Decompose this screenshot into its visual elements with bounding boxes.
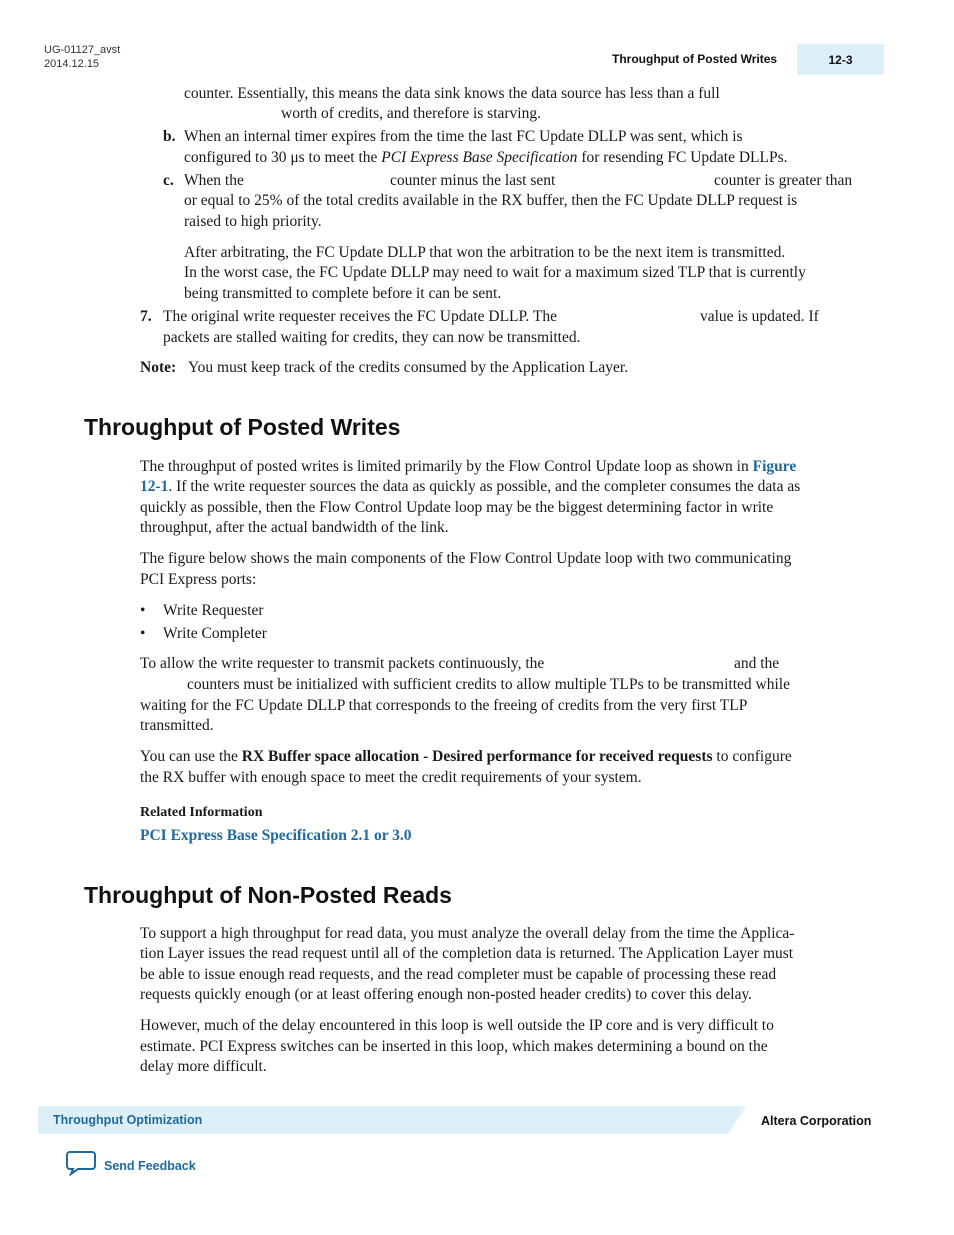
section-heading-posted-writes: Throughput of Posted Writes [84,414,401,440]
doc-id-text: UG-01127_avst [44,44,121,56]
posted-p3-line-3: waiting for the FC Update DLLP that corresponds to the freeing of credits from the very first TLP [140,697,748,714]
posted-p3-line-4: transmitted. [140,717,214,734]
item-b-line-1: When an internal timer expires from the time the last FC Update DLLP was sent, which is [184,128,743,145]
posted-p1-line-1 [140,456,796,477]
item-b-line-2 [184,147,788,168]
figure-link-number[interactable]: 12-1 [140,478,169,495]
reads-p1-line-3: be able to issue enough read requests, and the read completer must be capable of processing these read [140,966,777,983]
running-header-title: Throughput of Posted Writes [612,52,778,66]
item-b-text: configured to 30 μs to meet the [184,149,382,166]
item-c-line-3: raised to high priority. [184,213,322,230]
bullet-write-requester: Write Requester [163,602,264,619]
reads-p2-line-3: delay more difficult. [140,1058,267,1075]
rx-buffer-option-name: RX Buffer space allocation - Desired performance for received requests [241,748,713,765]
related-information-label: Related Information [140,805,263,820]
list-marker-7: 7. [140,308,152,325]
item-7-line-1a: The original write requester receives the FC Update DLLP. The [163,308,557,325]
section-heading-non-posted-reads: Throughput of Non-Posted Reads [84,882,452,908]
posted-p3-line-2: counters must be initialized with sufficient credits to allow multiple TLPs to be transmitted while [187,676,790,693]
item-c-line-1c: counter is greater than [714,172,853,189]
continued-line-2: worth of credits, and therefore is starving. [281,105,541,122]
posted-p1-text: The throughput of posted writes is limited primarily by the Flow Control Update loop as shown in [140,458,753,475]
footer-corporation: Altera Corporation [761,1114,872,1128]
list-marker-c: c. [163,172,174,189]
reads-p2-line-2: estimate. PCI Express switches can be inserted in this loop, which makes determining a bound on the [140,1038,768,1055]
list-marker-b: b. [163,128,176,145]
send-feedback-link[interactable] [66,1150,196,1181]
posted-p1-line-3: quickly as possible, then the Flow Control Update loop may be the biggest determining factor in write [140,499,774,516]
arbitration-line-2: In the worst case, the FC Update DLLP may need to wait for a maximum sized TLP that is currently [184,264,806,281]
posted-p4-text: You can use the [140,748,242,765]
footer-band [38,1106,746,1134]
posted-p3-line-1a: To allow the write requester to transmit packets continuously, the [140,655,545,672]
note-label: Note: [140,359,177,376]
spec-link[interactable]: PCI Express Base Specification 2.1 or 3.0 [140,827,412,844]
page-number: 12-3 [828,52,853,67]
note-text: You must keep track of the credits consumed by the Application Layer. [188,359,629,376]
posted-p4-line-1 [140,746,792,767]
arbitration-line-1: After arbitrating, the FC Update DLLP that won the arbitration to be the next item is transmitted. [184,244,786,261]
posted-p1-line-2 [140,476,800,497]
reads-p2-line-1: However, much of the delay encountered in this loop is well outside the IP core and is very difficult to [140,1017,774,1034]
posted-p1-text-2: . If the write requester sources the data as quickly as possible, and the completer consumes the data as [168,478,801,495]
item-7-line-2: packets are stalled waiting for credits, they can now be transmitted. [163,329,581,346]
figure-link[interactable]: Figure [752,458,797,475]
posted-p1-line-4: throughput, after the actual bandwidth of the link. [140,519,449,536]
posted-p3-line-1b: and the [734,655,780,672]
arbitration-line-3: being transmitted to complete before it can be sent. [184,285,502,302]
document-id [44,43,120,71]
posted-p2-line-2: PCI Express ports: [140,571,257,588]
page-number-badge [797,44,884,75]
item-c-line-2: or equal to 25% of the total credits available in the RX buffer, then the FC Update DLLP request is [184,192,798,209]
reads-p1-line-4: requests quickly enough (or at least offering enough non-posted header credits) to cover this delay. [140,986,753,1003]
footer-chapter-title: Throughput Optimization [53,1113,203,1127]
bullet-write-completer: Write Completer [163,625,267,642]
posted-p2-line-1: The figure below shows the main components of the Flow Control Update loop with two communicating [140,550,792,567]
item-c-line-1b: counter minus the last sent [390,172,556,189]
posted-p4-text-end: to configure [712,748,792,765]
speech-bubble-icon [66,1150,96,1181]
item-b-text-end: for resending FC Update DLLPs. [577,149,788,166]
bullet-item: • [140,602,146,619]
spec-title-italic: PCI Express Base Specification [381,149,578,166]
doc-date-text: 2014.12.15 [44,58,100,70]
reads-p1-line-1: To support a high throughput for read data, you must analyze the overall delay from the time the Applica- [140,925,795,942]
send-feedback-label[interactable]: Send Feedback [104,1158,196,1173]
bullet-item: • [140,625,146,642]
continued-line-1: counter. Essentially, this means the data sink knows the data source has less than a full [184,85,720,102]
posted-p4-line-2: the RX buffer with enough space to meet the credit requirements of your system. [140,769,642,786]
item-7-line-1b: value is updated. If [700,308,819,325]
item-c-line-1a: When the [184,172,244,189]
reads-p1-line-2: tion Layer issues the read request until all of the completion data is returned. The Application Layer must [140,945,794,962]
